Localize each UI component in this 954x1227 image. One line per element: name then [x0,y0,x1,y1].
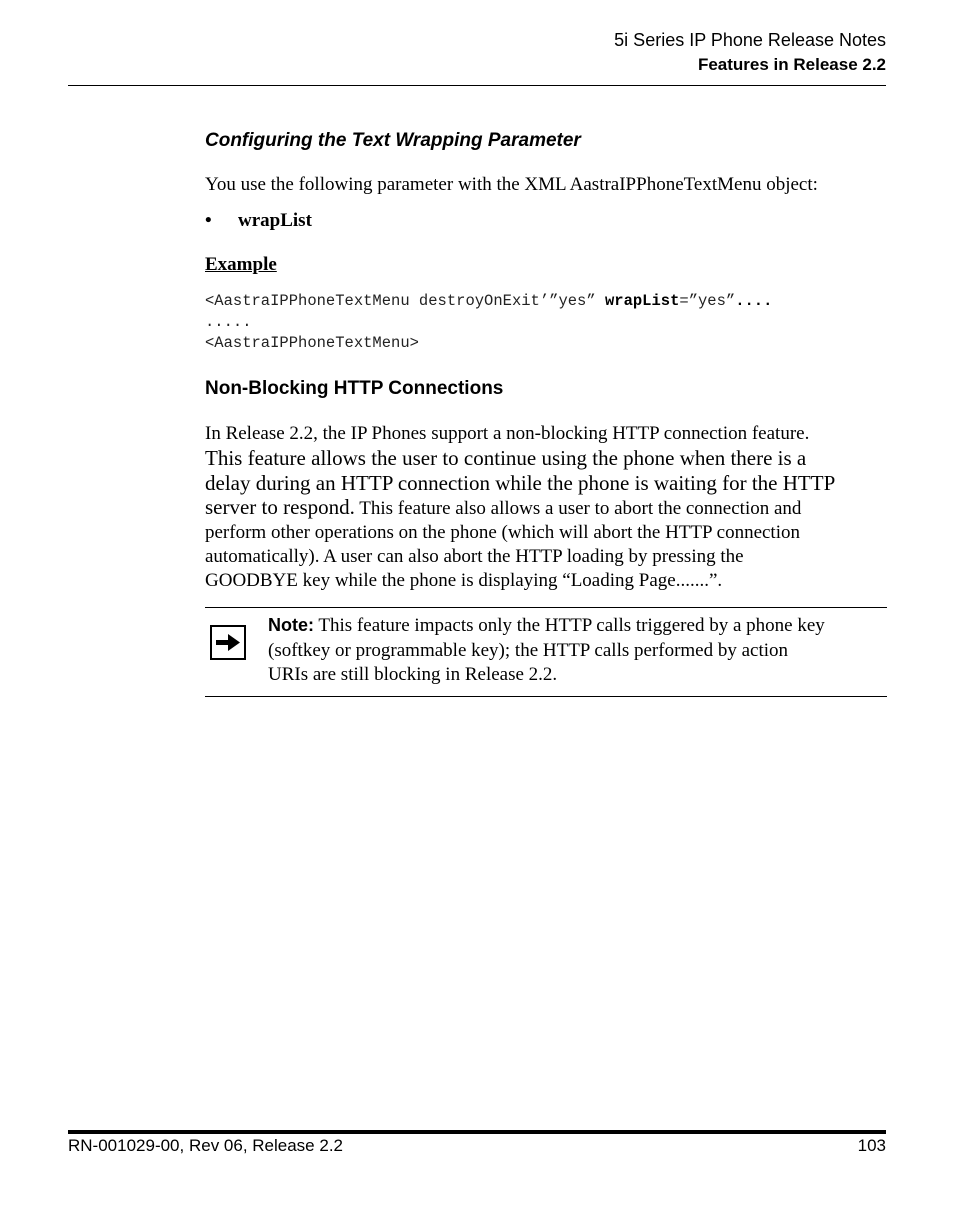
footer-doc-id: RN-001029-00, Rev 06, Release 2.2 [68,1136,343,1155]
footer-divider [68,1130,886,1134]
code-line1-start: <AastraIPPhoneTextMenu destroyOnExit’”yes” [205,292,605,310]
code-line2: ..... [205,313,252,331]
non-blocking-paragraph [205,422,887,593]
header-section-title: Features in Release 2.2 [697,55,886,74]
code-line3: <AastraIPPhoneTextMenu> [205,334,419,352]
footer-page-number: 103 [857,1136,886,1155]
paragraph-segment: server to respond. [205,495,355,519]
note-line-text: This feature impacts only the HTTP calls triggered by a phone key [314,615,825,636]
paragraph-segment: This feature also allows a user to abort the connection and [354,498,802,519]
text-wrapping-heading: Configuring the Text Wrapping Parameter [205,130,581,151]
header-divider [68,85,886,86]
code-line1-dots: .... [735,292,773,310]
wraplist-parameter-name: wrapList [238,210,312,231]
note-text [268,613,888,688]
note-line: URIs are still blocking in Release 2.2. [268,664,558,685]
paragraph-line: delay during an HTTP connection while the phone is waiting for the HTTP [205,470,836,495]
paragraph-line: automatically). A user can also abort the HTTP loading by pressing the [205,546,744,567]
arrow-glyph [216,634,240,651]
text-wrapping-intro: You use the following parameter with the XML AastraIPPhoneTextMenu object: [205,174,818,195]
note-bottom-rule [205,696,887,697]
note-top-rule [205,607,887,608]
header-series-title: 5i Series IP Phone Release Notes [614,30,886,50]
paragraph-line: GOODBYE key while the phone is displaying “Loading Page.......”. [205,570,723,591]
bullet-symbol: • [205,210,212,231]
paragraph-line: This feature allows the user to continue using the phone when there is a [205,446,807,470]
code-example [205,291,772,354]
code-line1-keyword: wrapList [604,292,680,310]
right-arrow-icon [210,625,246,660]
code-line1-value: =”yes” [679,292,736,310]
note-label: Note: [268,615,314,635]
parameter-bullet-item [205,210,312,232]
note-line [268,613,888,639]
paragraph-line: perform other operations on the phone (which will abort the HTTP connection [205,522,800,543]
paragraph-line-mixed [205,495,887,521]
note-line: (softkey or programmable key); the HTTP calls performed by action [268,639,789,661]
page-header [614,28,886,78]
example-label: Example [205,254,277,275]
paragraph-line: In Release 2.2, the IP Phones support a non-blocking HTTP connection feature. [205,423,810,444]
non-blocking-heading: Non-Blocking HTTP Connections [205,378,504,399]
